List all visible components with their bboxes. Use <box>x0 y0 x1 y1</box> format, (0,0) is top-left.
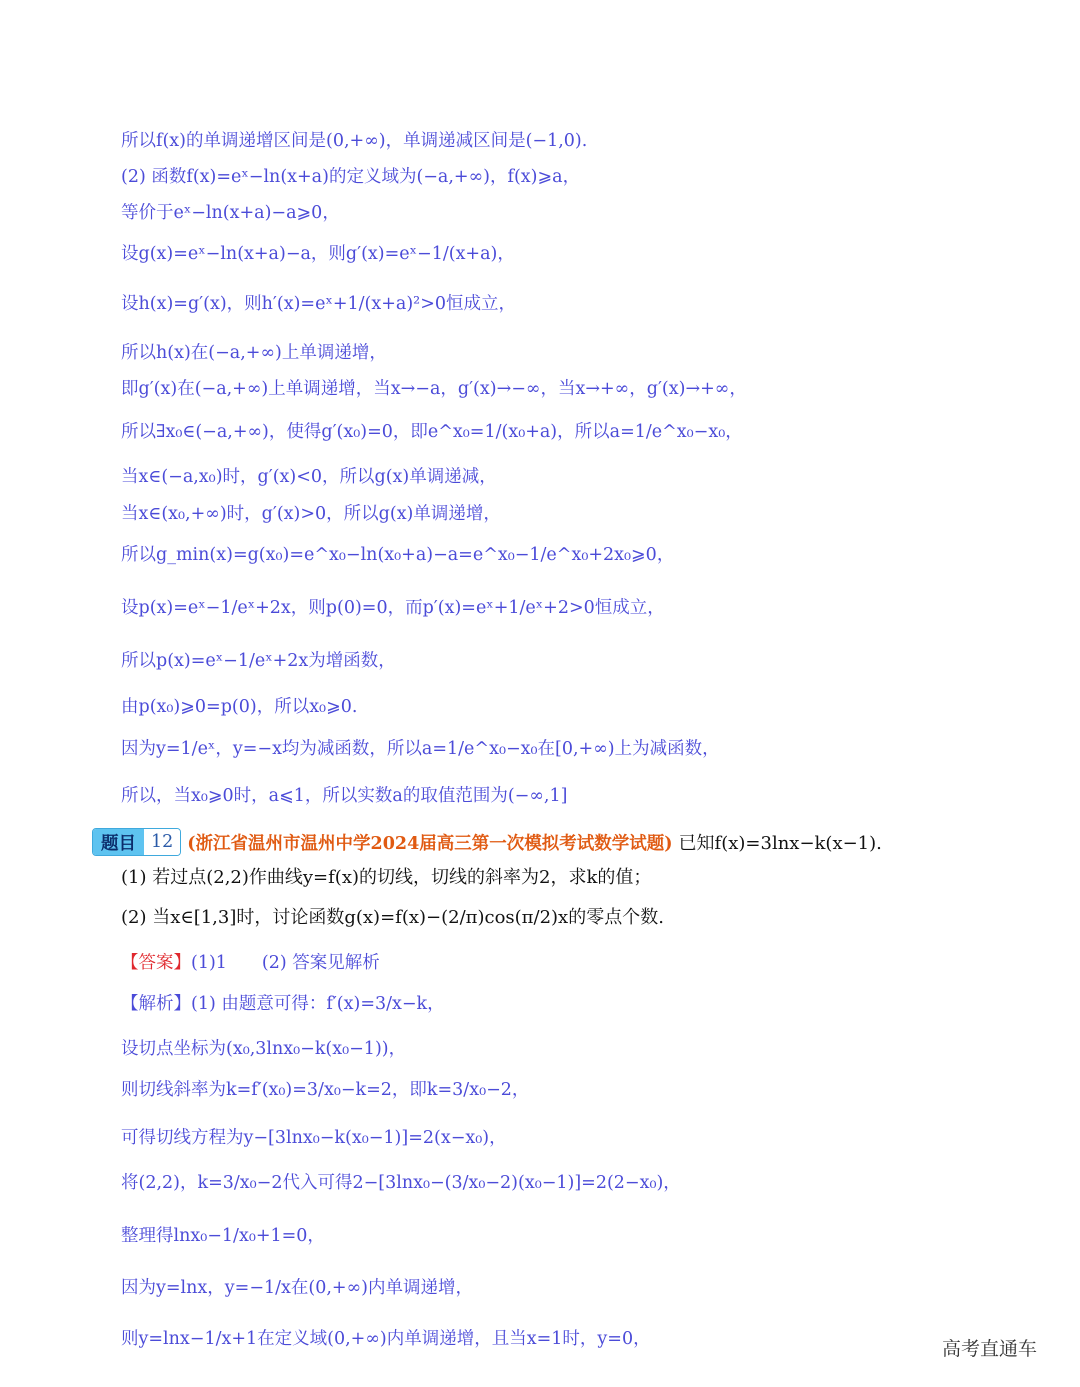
solution-line: 设g(x)=eˣ−ln(x+a)−a，则g′(x)=eˣ−1/(x+a)， <box>121 244 515 264</box>
solution-line: (2) 函数f(x)=eˣ−ln(x+a)的定义域为(−a,+∞)，f(x)⩾a， <box>121 167 581 187</box>
solution-line: 所以∃x₀∈(−a,+∞)，使得g′(x₀)=0，即e^x₀=1/(x₀+a)，所以a=1/e^x₀−x₀， <box>121 422 743 442</box>
solution-line: 当x∈(x₀,+∞)时，g′(x)>0，所以g(x)单调递增， <box>121 504 501 524</box>
answer-line <box>121 951 380 975</box>
solution-line: 设p(x)=eˣ−1/eˣ+2x，则p(0)=0，而p′(x)=eˣ+1/eˣ+2>0恒成立， <box>121 598 665 618</box>
analysis-first-line <box>121 992 445 1016</box>
solution-line: 当x∈(−a,x₀)时，g′(x)<0，所以g(x)单调递减， <box>121 467 497 487</box>
analysis-line: 将(2,2)，k=3/x₀−2代入可得2−[3lnx₀−(3/x₀−2)(x₀−1)]=2(2−x₀)， <box>121 1173 681 1193</box>
solution-line: 所以p(x)=eˣ−1/eˣ+2x为增函数， <box>121 651 396 671</box>
solution-line: 等价于eˣ−ln(x+a)−a⩾0， <box>121 203 340 223</box>
answer-text: (1)1 (2) 答案见解析 <box>191 953 380 973</box>
solution-line: 因为y=1/eˣ，y=−x均为减函数，所以a=1/e^x₀−x₀在[0,+∞)上为减函数， <box>121 739 720 759</box>
problem-tag <box>92 828 181 856</box>
analysis-line: 则y=lnx−1/x+1在定义域(0,+∞)内单调递增，且当x=1时，y=0， <box>121 1329 651 1349</box>
problem-stem: 已知f(x)=3lnx−k(x−1). <box>678 833 882 854</box>
problem-number: 12 <box>144 829 180 855</box>
solution-line: 即g′(x)在(−a,+∞)上单调递增，当x→−a，g′(x)→−∞，当x→+∞，g′(x)→+∞， <box>121 379 747 399</box>
problem-source: (浙江省温州市温州中学2024届高三第一次模拟考试数学试题) <box>187 833 673 854</box>
problem-tag-label: 题目 <box>93 829 144 855</box>
question-line: (1) 若过点(2,2)作曲线y=f(x)的切线，切线的斜率为2，求k的值； <box>121 867 652 888</box>
solution-line: 所以f(x)的单调递增区间是(0,+∞)，单调递减区间是(−1,0). <box>121 131 588 151</box>
solution-line: 设h(x)=g′(x)，则h′(x)=eˣ+1/(x+a)²>0恒成立， <box>121 294 516 314</box>
analysis-line: 设切点坐标为(x₀,3lnx₀−k(x₀−1))， <box>121 1039 407 1059</box>
analysis-line: 可得切线方程为y−[3lnx₀−k(x₀−1)]=2(x−x₀)， <box>121 1128 507 1148</box>
solution-line: 所以g_min(x)=g(x₀)=e^x₀−ln(x₀+a)−a=e^x₀−1/e^x₀+2x₀⩾0， <box>121 545 675 565</box>
problem-header <box>92 828 882 856</box>
analysis-line: 因为y=lnx，y=−1/x在(0,+∞)内单调递增， <box>121 1278 473 1298</box>
analysis-text: (1) 由题意可得：f′(x)=3/x−k， <box>191 994 445 1014</box>
solution-line: 由p(x₀)⩾0=p(0)，所以x₀⩾0. <box>121 697 358 717</box>
solution-line: 所以，当x₀⩾0时，a⩽1，所以实数a的取值范围为(−∞,1] <box>121 786 568 806</box>
analysis-line: 整理得lnx₀−1/x₀+1=0， <box>121 1226 325 1246</box>
solution-line: 所以h(x)在(−a,+∞)上单调递增， <box>121 343 387 363</box>
answer-label: 【答案】 <box>121 953 191 973</box>
analysis-label: 【解析】 <box>121 994 191 1014</box>
watermark: 高考直通车 <box>942 1338 1038 1360</box>
analysis-line: 则切线斜率为k=f′(x₀)=3/x₀−k=2，即k=3/x₀−2， <box>121 1080 530 1100</box>
question-line: (2) 当x∈[1,3]时，讨论函数g(x)=f(x)−(2/π)cos(π/2)x的零点个数. <box>121 907 664 928</box>
